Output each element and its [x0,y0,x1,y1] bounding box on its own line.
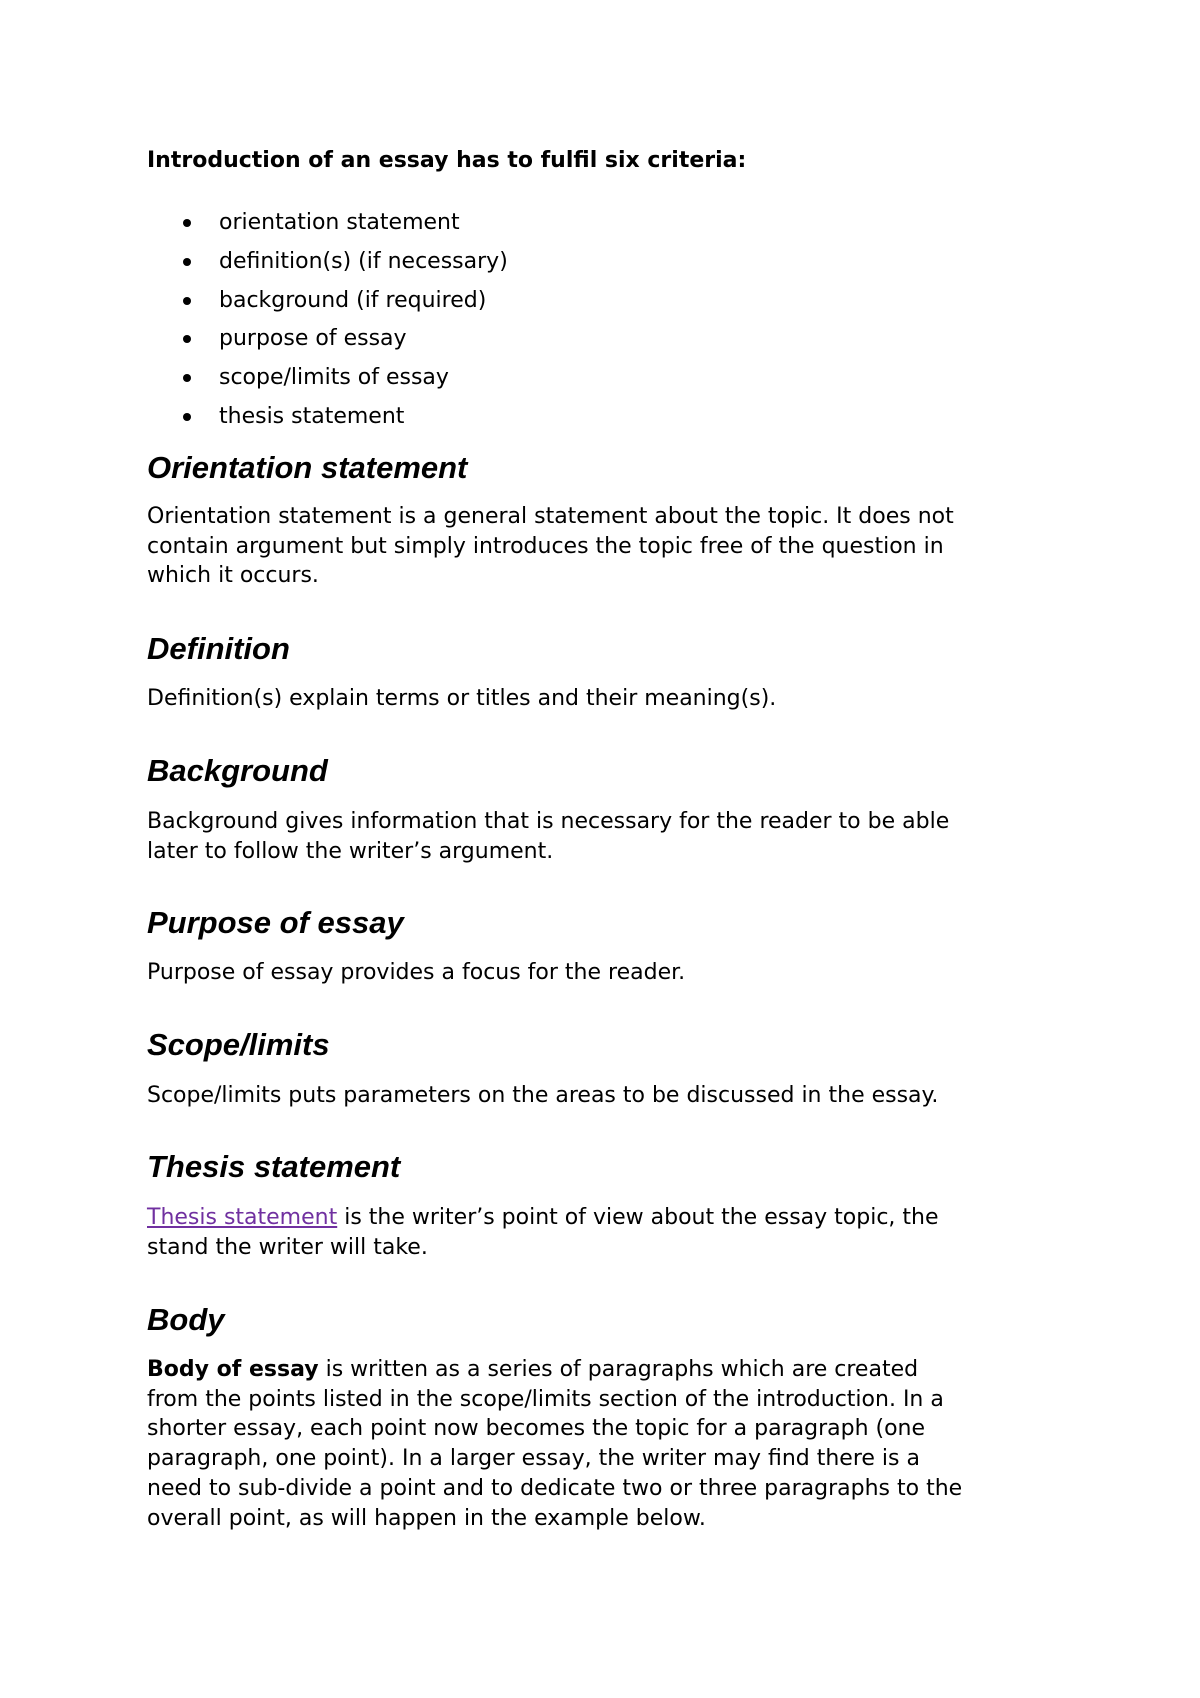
list-item [147,282,508,321]
text-line: which it occurs. [147,563,319,589]
text-line: shorter essay, each point now becomes the topic for a paragraph (one [147,1416,926,1442]
list-item-text: purpose of essay [219,326,407,352]
text-line: later to follow the writer’s argument. [147,838,554,864]
text-line: from the points listed in the scope/limits section of the introduction. In a [147,1386,944,1412]
list-item [147,204,508,243]
list-item-text: background (if required) [219,287,487,313]
section-text-scope [147,1081,1087,1111]
bullet-icon [183,219,191,227]
list-item [147,398,508,437]
criteria-list [147,204,508,437]
text-line [147,1203,1087,1233]
text-fragment: is the writer’s point of view about the essay topic, the [337,1205,939,1230]
list-item-text: definition(s) (if necessary) [219,248,508,274]
text-line: Background gives information that is necessary for the reader to be able [147,809,950,834]
text-line: need to sub-divide a point and to dedicate two or three paragraphs to the [147,1475,963,1501]
section-heading-orientation: Orientation statement [147,450,468,485]
list-item [147,320,508,359]
section-text-orientation [147,502,1087,591]
intro-heading: Introduction of an essay has to fulfil six criteria: [147,148,747,173]
list-item [147,243,508,282]
bullet-icon [183,335,191,343]
thesis-statement-link[interactable]: Thesis statement [147,1205,338,1230]
text-line: Purpose of essay provides a focus for the reader. [147,960,686,985]
section-heading-thesis: Thesis statement [147,1149,401,1184]
section-heading-purpose: Purpose of essay [147,905,404,940]
bullet-icon [183,374,191,382]
section-heading-scope: Scope/limits [147,1027,330,1062]
list-item-text: scope/limits of essay [219,365,449,391]
text-line: overall point, as will happen in the example below. [147,1505,706,1531]
section-text-purpose [147,958,1087,988]
section-text-definition [147,684,1087,714]
section-heading-definition: Definition [147,631,290,666]
text-fragment: is written as a series of paragraphs which are created [318,1357,919,1382]
text-line: Orientation statement is a general statement about the topic. It does not [147,504,954,529]
section-text-body [147,1355,1087,1533]
bullet-icon [183,258,191,266]
section-text-background [147,807,1087,866]
text-line [147,1355,1087,1385]
text-line: Definition(s) explain terms or titles and their meaning(s). [147,686,777,711]
text-line: stand the writer will take. [147,1234,428,1260]
text-line: contain argument but simply introduces the topic free of the question in [147,533,944,559]
text-line: paragraph, one point). In a larger essay, the writer may find there is a [147,1446,920,1472]
section-heading-body: Body [147,1302,225,1337]
bullet-icon [183,413,191,421]
list-item-text: thesis statement [219,403,405,429]
section-text-thesis [147,1203,1087,1262]
list-item [147,359,508,398]
section-heading-background: Background [147,753,328,788]
list-item-text: orientation statement [219,210,460,235]
bold-lead: Body of essay [147,1357,319,1382]
bullet-icon [183,297,191,305]
text-line: Scope/limits puts parameters on the areas to be discussed in the essay. [147,1083,939,1108]
